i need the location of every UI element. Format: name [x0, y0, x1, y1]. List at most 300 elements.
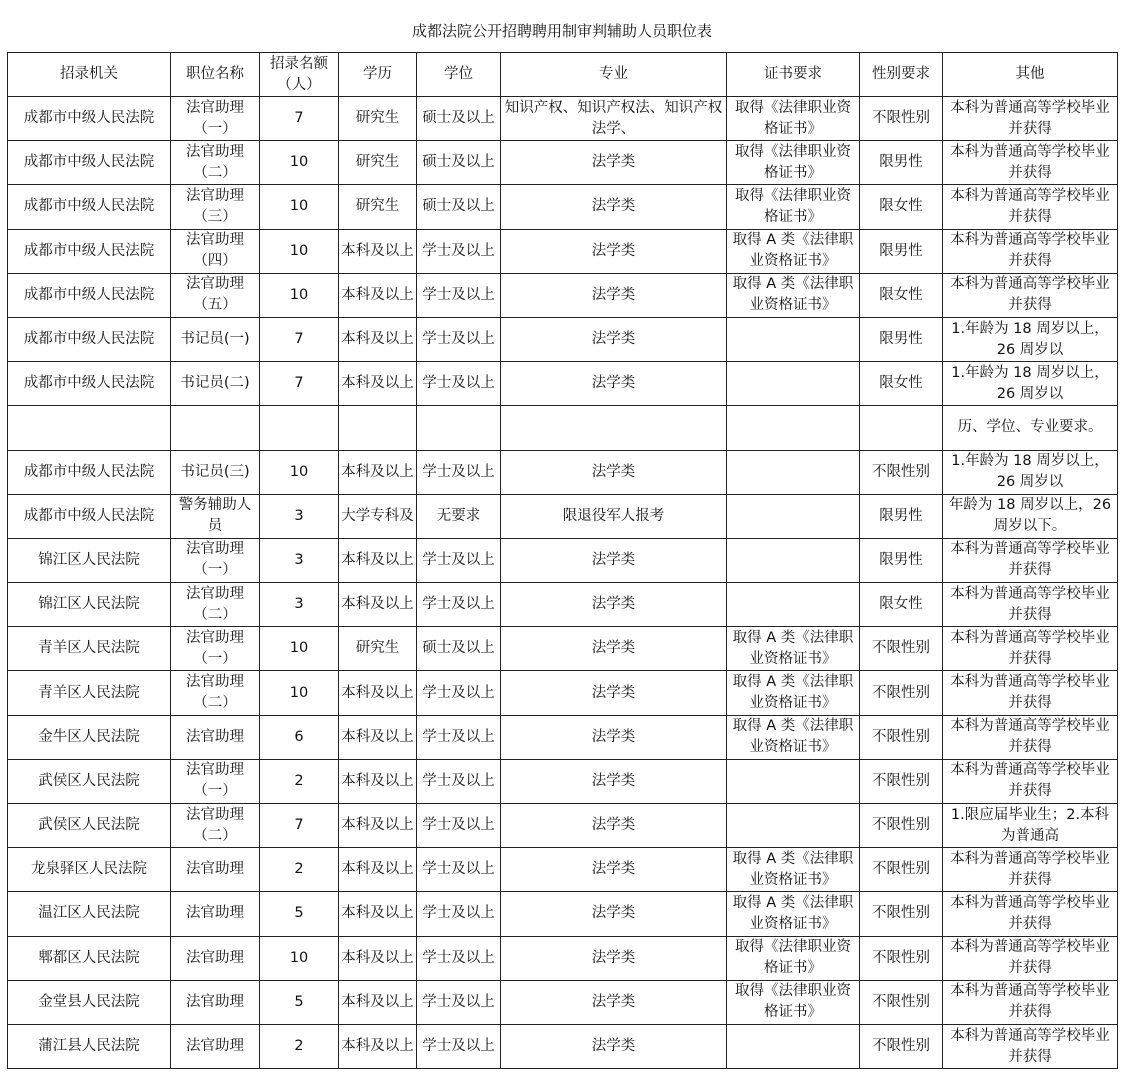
cell-other — [943, 97, 1118, 141]
cell-text: 2 — [294, 861, 304, 878]
cell-major — [501, 936, 727, 980]
cell-text: 本科及以上 — [341, 463, 414, 480]
cell-text: 成都市中级人民法院 — [23, 286, 155, 303]
table-row — [8, 1024, 1118, 1068]
column-header-degree: 学位 — [417, 53, 501, 97]
cell-text: 法官助理 — [186, 905, 244, 922]
cell-text: 法官助理（三） — [186, 187, 244, 225]
cell-major — [501, 848, 727, 892]
table-row — [8, 538, 1118, 582]
cell-text: 不限性别 — [872, 949, 930, 966]
cell-gender — [860, 715, 943, 759]
document-title: 成都法院公开招聘聘用制审判辅助人员职位表 — [411, 21, 712, 40]
cell-degree — [417, 715, 501, 759]
cell-court-name — [8, 671, 171, 715]
cell-quota — [260, 406, 339, 450]
cell-text: 本科及以上 — [341, 905, 414, 922]
cell-other — [943, 362, 1118, 406]
cell-major — [501, 980, 727, 1024]
cell-position-name — [171, 715, 260, 759]
cell-text: 法官助理（一） — [186, 629, 244, 667]
cell-position-name — [171, 406, 260, 450]
cell-court-name — [8, 759, 171, 803]
cell-position-name — [171, 494, 260, 538]
cell-position-name — [171, 273, 260, 317]
cell-quota — [260, 980, 339, 1024]
cell-major — [501, 538, 727, 582]
cell-education — [339, 538, 417, 582]
cell-text: 学士及以上 — [422, 375, 495, 392]
cell-text: 法学类 — [591, 375, 636, 392]
table-row — [8, 141, 1118, 185]
cell-text: 法学类 — [591, 154, 636, 171]
cell-text: 本科为普通高等学校毕业并获得 — [950, 894, 1110, 932]
table-row — [8, 936, 1118, 980]
cell-text: 取得 A 类《法律职业资格证书》 — [732, 629, 854, 667]
cell-text: 法学类 — [591, 817, 636, 834]
cell-major — [501, 892, 727, 936]
cell-other — [943, 185, 1118, 229]
cell-position-name — [171, 980, 260, 1024]
cell-education — [339, 97, 417, 141]
cell-text: 成都市中级人民法院 — [23, 154, 155, 171]
cell-text: 不限性别 — [872, 684, 930, 701]
cell-text: 成都市中级人民法院 — [23, 198, 155, 215]
cell-text: 本科为普通高等学校毕业并获得 — [950, 143, 1110, 181]
cell-education — [339, 450, 417, 494]
cell-degree — [417, 317, 501, 361]
cell-quota — [260, 362, 339, 406]
cell-text: 10 — [289, 949, 309, 966]
cell-position-name — [171, 185, 260, 229]
cell-text: 限女性 — [879, 286, 923, 303]
cell-text: 取得《法律职业资格证书》 — [735, 187, 851, 225]
cell-text: 学士及以上 — [422, 728, 495, 745]
cell-gender — [860, 671, 943, 715]
cell-court-name — [8, 848, 171, 892]
cell-court-name — [8, 141, 171, 185]
cell-text: 法官助理（五） — [186, 276, 244, 314]
cell-court-name — [8, 538, 171, 582]
cell-text: 学士及以上 — [422, 331, 495, 348]
cell-education — [339, 141, 417, 185]
cell-text: 法学类 — [591, 993, 636, 1010]
cell-text: 取得 A 类《法律职业资格证书》 — [732, 232, 854, 270]
cell-degree — [417, 936, 501, 980]
cell-text: 取得 A 类《法律职业资格证书》 — [732, 674, 854, 712]
cell-certificate — [727, 362, 860, 406]
cell-major — [501, 494, 727, 538]
cell-education — [339, 804, 417, 848]
cell-education — [339, 980, 417, 1024]
cell-court-name — [8, 936, 171, 980]
cell-gender — [860, 141, 943, 185]
cell-degree — [417, 538, 501, 582]
cell-other — [943, 273, 1118, 317]
cell-other — [943, 804, 1118, 848]
cell-court-name — [8, 406, 171, 450]
cell-text: 取得 A 类《法律职业资格证书》 — [732, 850, 854, 888]
cell-text: 学士及以上 — [422, 463, 495, 480]
cell-text: 学士及以上 — [422, 684, 495, 701]
cell-degree — [417, 141, 501, 185]
table-row — [8, 97, 1118, 141]
cell-degree — [417, 1024, 501, 1068]
cell-other — [943, 671, 1118, 715]
cell-text: 限男性 — [879, 331, 923, 348]
cell-text: 不限性别 — [872, 817, 930, 834]
cell-text: 学士及以上 — [422, 817, 495, 834]
cell-text: 法官助理（一） — [186, 762, 244, 800]
cell-major — [501, 362, 727, 406]
cell-major — [501, 671, 727, 715]
cell-degree — [417, 185, 501, 229]
cell-text: 学士及以上 — [422, 993, 495, 1010]
cell-text: 法学类 — [591, 286, 636, 303]
cell-text: 知识产权、知识产权法、知识产权法学、 — [504, 99, 723, 137]
cell-education — [339, 627, 417, 671]
cell-other — [943, 494, 1118, 538]
cell-court-name — [8, 1024, 171, 1068]
cell-text: 学士及以上 — [422, 772, 495, 789]
cell-text: 1.年龄为 18 周岁以上，26 周岁以 — [951, 364, 1109, 402]
cell-text: 法学类 — [591, 596, 636, 613]
table-row — [8, 362, 1118, 406]
cell-other — [943, 848, 1118, 892]
cell-text: 法官助理（一） — [186, 99, 244, 137]
cell-text: 不限性别 — [872, 905, 930, 922]
cell-degree — [417, 583, 501, 627]
cell-position-name — [171, 583, 260, 627]
cell-degree — [417, 848, 501, 892]
table-row — [8, 185, 1118, 229]
cell-court-name — [8, 273, 171, 317]
cell-text: 本科及以上 — [341, 331, 414, 348]
cell-degree — [417, 892, 501, 936]
cell-text: 不限性别 — [872, 1038, 930, 1055]
column-header-court-name: 招录机关 — [8, 53, 171, 97]
cell-text: 本科及以上 — [341, 949, 414, 966]
cell-other — [943, 627, 1118, 671]
cell-position-name — [171, 538, 260, 582]
cell-court-name — [8, 362, 171, 406]
cell-gender — [860, 759, 943, 803]
cell-education — [339, 185, 417, 229]
cell-text: 3 — [294, 507, 304, 524]
cell-certificate — [727, 1024, 860, 1068]
cell-gender — [860, 406, 943, 450]
cell-text: 温江区人民法院 — [38, 905, 140, 922]
cell-other — [943, 229, 1118, 273]
cell-text: 限女性 — [879, 596, 923, 613]
cell-court-name — [8, 804, 171, 848]
cell-text: 学士及以上 — [422, 286, 495, 303]
cell-text: 取得《法律职业资格证书》 — [735, 99, 851, 137]
cell-text: 法官助理（四） — [186, 232, 244, 270]
table-row — [8, 804, 1118, 848]
cell-text: 成都市中级人民法院 — [23, 375, 155, 392]
cell-text: 警务辅助人员 — [178, 497, 252, 535]
cell-text: 历、学位、专业要求。 — [957, 419, 1103, 436]
table-row — [8, 229, 1118, 273]
cell-other — [943, 936, 1118, 980]
cell-text: 5 — [294, 993, 304, 1010]
cell-text: 本科为普通高等学校毕业并获得 — [950, 99, 1110, 137]
table-row — [8, 715, 1118, 759]
cell-education — [339, 317, 417, 361]
cell-gender — [860, 97, 943, 141]
cell-education — [339, 362, 417, 406]
cell-text: 限退役军人报考 — [562, 507, 665, 524]
cell-certificate — [727, 627, 860, 671]
cell-text: 3 — [294, 596, 304, 613]
cell-text: 本科为普通高等学校毕业并获得 — [950, 187, 1110, 225]
cell-certificate — [727, 715, 860, 759]
cell-text: 5 — [294, 905, 304, 922]
cell-position-name — [171, 627, 260, 671]
cell-gender — [860, 1024, 943, 1068]
cell-certificate — [727, 936, 860, 980]
cell-certificate — [727, 317, 860, 361]
cell-other — [943, 450, 1118, 494]
cell-gender — [860, 980, 943, 1024]
cell-text: 限男性 — [879, 154, 923, 171]
cell-text: 限男性 — [879, 507, 923, 524]
cell-certificate — [727, 759, 860, 803]
cell-quota — [260, 936, 339, 980]
table-row — [8, 450, 1118, 494]
table-row — [8, 317, 1118, 361]
cell-text: 法官助理（一） — [186, 541, 244, 579]
cell-position-name — [171, 848, 260, 892]
cell-text: 成都市中级人民法院 — [23, 463, 155, 480]
cell-text: 成都市中级人民法院 — [23, 242, 155, 259]
cell-text: 法学类 — [591, 242, 636, 259]
cell-text: 本科及以上 — [341, 242, 414, 259]
cell-education — [339, 936, 417, 980]
cell-court-name — [8, 185, 171, 229]
cell-position-name — [171, 141, 260, 185]
cell-text: 本科及以上 — [341, 817, 414, 834]
cell-text: 研究生 — [355, 154, 400, 171]
cell-text: 硕士及以上 — [422, 110, 495, 127]
cell-text: 不限性别 — [872, 728, 930, 745]
cell-text: 本科及以上 — [341, 684, 414, 701]
cell-education — [339, 583, 417, 627]
cell-text: 学士及以上 — [422, 596, 495, 613]
table-row — [8, 406, 1118, 450]
cell-text: 1.年龄为 18 周岁以上，26 周岁以 — [951, 453, 1109, 491]
cell-certificate — [727, 229, 860, 273]
cell-text: 法学类 — [591, 949, 636, 966]
cell-degree — [417, 804, 501, 848]
cell-text: 2 — [294, 1038, 304, 1055]
cell-text: 书记员(三) — [180, 463, 250, 480]
cell-text: 法学类 — [591, 728, 636, 745]
cell-text: 法官助理 — [186, 728, 244, 745]
cell-education — [339, 229, 417, 273]
cell-text: 不限性别 — [872, 993, 930, 1010]
cell-text: 本科及以上 — [341, 993, 414, 1010]
cell-text: 法学类 — [591, 684, 636, 701]
cell-text: 本科及以上 — [341, 286, 414, 303]
cell-quota — [260, 97, 339, 141]
cell-quota — [260, 450, 339, 494]
cell-court-name — [8, 450, 171, 494]
cell-quota — [260, 229, 339, 273]
cell-text: 10 — [289, 154, 309, 171]
cell-other — [943, 759, 1118, 803]
cell-text: 限男性 — [879, 551, 923, 568]
cell-text: 取得《法律职业资格证书》 — [735, 143, 851, 181]
cell-text: 取得《法律职业资格证书》 — [735, 939, 851, 977]
column-header-other: 其他 — [943, 53, 1118, 97]
cell-court-name — [8, 980, 171, 1024]
cell-text: 成都市中级人民法院 — [23, 507, 155, 524]
cell-text: 本科及以上 — [341, 861, 414, 878]
cell-text: 郫都区人民法院 — [38, 949, 140, 966]
column-header-education: 学历 — [339, 53, 417, 97]
cell-quota — [260, 141, 339, 185]
cell-major — [501, 450, 727, 494]
cell-certificate — [727, 141, 860, 185]
cell-text: 10 — [289, 242, 309, 259]
cell-gender — [860, 317, 943, 361]
cell-position-name — [171, 229, 260, 273]
cell-court-name — [8, 627, 171, 671]
cell-text: 10 — [289, 684, 309, 701]
cell-other — [943, 141, 1118, 185]
cell-other — [943, 317, 1118, 361]
cell-other — [943, 892, 1118, 936]
cell-text: 成都市中级人民法院 — [23, 110, 155, 127]
cell-text: 法学类 — [591, 905, 636, 922]
table-row — [8, 848, 1118, 892]
cell-major — [501, 229, 727, 273]
cell-text: 本科为普通高等学校毕业并获得 — [950, 762, 1110, 800]
cell-major — [501, 97, 727, 141]
cell-degree — [417, 362, 501, 406]
table-row — [8, 273, 1118, 317]
cell-text: 10 — [289, 463, 309, 480]
cell-text: 学士及以上 — [422, 861, 495, 878]
column-header-gender: 性别要求 — [860, 53, 943, 97]
cell-quota — [260, 759, 339, 803]
cell-court-name — [8, 583, 171, 627]
cell-text: 书记员(二) — [180, 375, 250, 392]
table-row — [8, 627, 1118, 671]
cell-degree — [417, 671, 501, 715]
table-row — [8, 759, 1118, 803]
cell-court-name — [8, 97, 171, 141]
cell-text: 本科及以上 — [341, 596, 414, 613]
cell-certificate — [727, 494, 860, 538]
cell-text: 本科为普通高等学校毕业并获得 — [950, 718, 1110, 756]
cell-certificate — [727, 848, 860, 892]
cell-text: 本科为普通高等学校毕业并获得 — [950, 850, 1110, 888]
cell-court-name — [8, 494, 171, 538]
cell-text: 限女性 — [879, 375, 923, 392]
cell-major — [501, 141, 727, 185]
cell-text: 本科及以上 — [341, 772, 414, 789]
cell-position-name — [171, 362, 260, 406]
cell-degree — [417, 759, 501, 803]
cell-text: 不限性别 — [872, 463, 930, 480]
positions-table — [7, 52, 1118, 1069]
cell-text: 法学类 — [591, 198, 636, 215]
cell-text: 法官助理（二） — [186, 674, 244, 712]
cell-text: 本科及以上 — [341, 551, 414, 568]
cell-text: 青羊区人民法院 — [38, 640, 140, 657]
cell-text: 2 — [294, 772, 304, 789]
cell-other — [943, 715, 1118, 759]
cell-text: 法学类 — [591, 640, 636, 657]
cell-text: 法学类 — [591, 1038, 636, 1055]
cell-court-name — [8, 715, 171, 759]
cell-text: 法官助理 — [186, 993, 244, 1010]
cell-text: 法学类 — [591, 463, 636, 480]
cell-position-name — [171, 936, 260, 980]
cell-text: 不限性别 — [872, 772, 930, 789]
cell-text: 研究生 — [355, 198, 400, 215]
cell-degree — [417, 450, 501, 494]
table-row — [8, 671, 1118, 715]
cell-text: 法官助理（二） — [186, 585, 244, 623]
cell-text: 书记员(一) — [180, 331, 250, 348]
cell-quota — [260, 1024, 339, 1068]
cell-education — [339, 494, 417, 538]
cell-major — [501, 273, 727, 317]
cell-text: 本科为普通高等学校毕业并获得 — [950, 983, 1110, 1021]
cell-text: 学士及以上 — [422, 949, 495, 966]
cell-text: 本科及以上 — [341, 728, 414, 745]
cell-gender — [860, 848, 943, 892]
cell-text: 本科为普通高等学校毕业并获得 — [950, 939, 1110, 977]
cell-position-name — [171, 759, 260, 803]
cell-text: 6 — [294, 728, 304, 745]
cell-text: 法官助理 — [186, 1038, 244, 1055]
cell-court-name — [8, 892, 171, 936]
cell-text: 金堂县人民法院 — [38, 993, 140, 1010]
cell-position-name — [171, 804, 260, 848]
cell-degree — [417, 229, 501, 273]
cell-quota — [260, 317, 339, 361]
cell-major — [501, 406, 727, 450]
cell-certificate — [727, 804, 860, 848]
cell-degree — [417, 980, 501, 1024]
table-body — [8, 97, 1118, 1069]
cell-certificate — [727, 671, 860, 715]
cell-text: 本科为普通高等学校毕业并获得 — [950, 541, 1110, 579]
cell-text: 限男性 — [879, 242, 923, 259]
cell-position-name — [171, 317, 260, 361]
cell-text: 3 — [294, 551, 304, 568]
cell-certificate — [727, 980, 860, 1024]
cell-text: 年龄为 18 周岁以上，26 周岁以下。 — [948, 497, 1112, 535]
cell-quota — [260, 273, 339, 317]
cell-text: 学士及以上 — [422, 551, 495, 568]
cell-text: 无要求 — [436, 507, 481, 524]
cell-text: 本科为普通高等学校毕业并获得 — [950, 585, 1110, 623]
cell-text: 不限性别 — [872, 861, 930, 878]
cell-text: 学士及以上 — [422, 905, 495, 922]
cell-degree — [417, 406, 501, 450]
cell-education — [339, 892, 417, 936]
cell-certificate — [727, 273, 860, 317]
cell-degree — [417, 97, 501, 141]
cell-text: 取得 A 类《法律职业资格证书》 — [732, 894, 854, 932]
cell-education — [339, 273, 417, 317]
